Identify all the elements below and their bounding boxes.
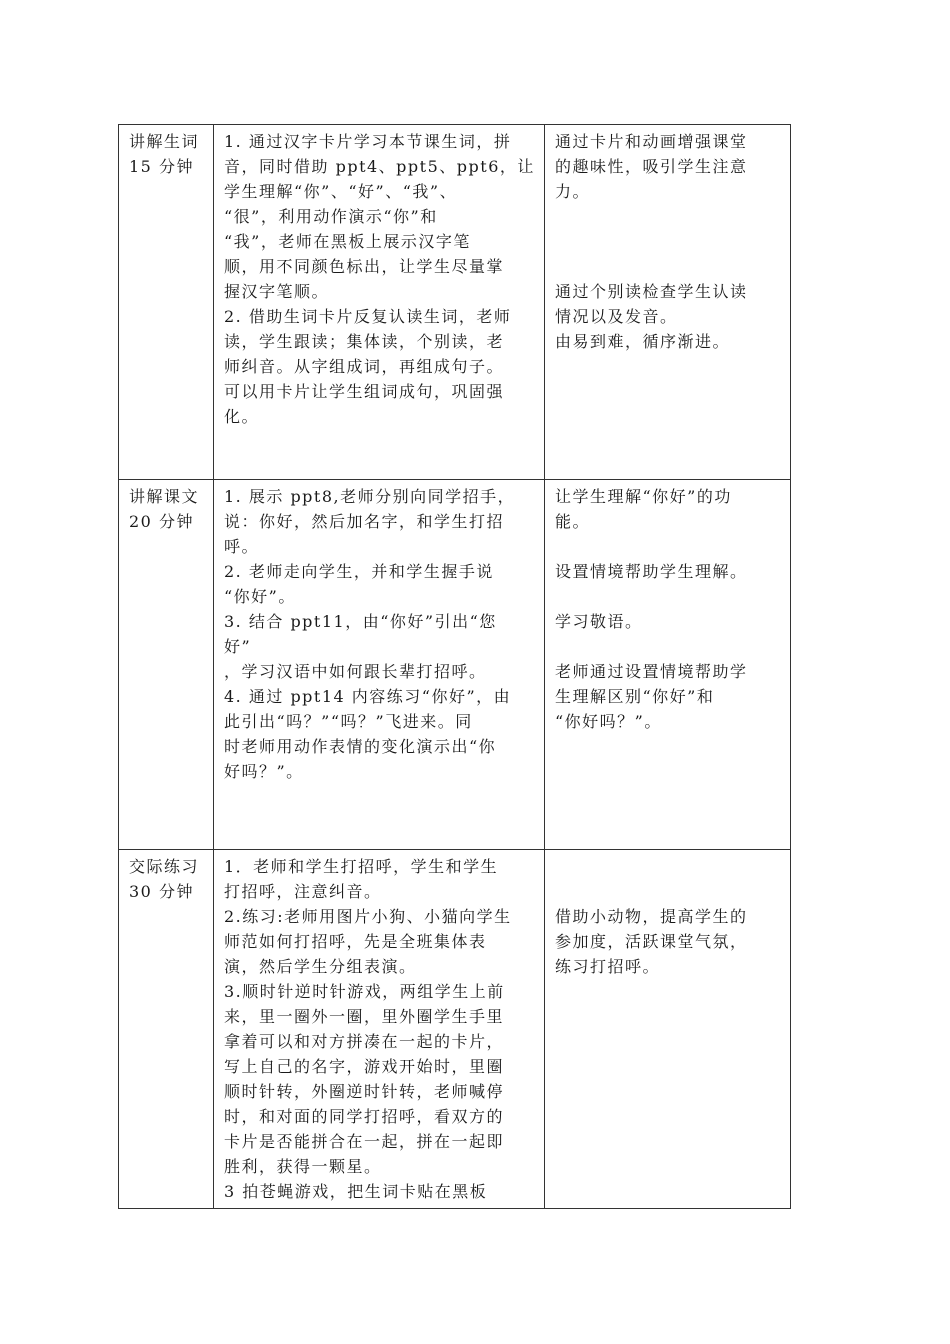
purpose-line: 能。 xyxy=(555,512,591,531)
purpose-line: 生理解区别“你好”和 xyxy=(555,687,715,706)
purpose-line: 学习敬语。 xyxy=(555,612,643,631)
segment-duration: 15 分钟 xyxy=(129,157,194,176)
purpose-line: 练习打招呼。 xyxy=(555,957,661,976)
purpose-line: 情况以及发音。 xyxy=(555,307,678,326)
spacer xyxy=(555,634,782,659)
table-row xyxy=(119,850,791,1209)
purpose-line: 力。 xyxy=(555,182,591,201)
activity-line: 1. 展示 ppt8,老师分别向同学招手， xyxy=(224,487,516,506)
activity-line: 写上自己的名字，游戏开始时，里圈 xyxy=(224,1057,505,1076)
activity-line: 此引出“吗？”“吗？”飞进来。同 xyxy=(224,712,473,731)
activity-line: 可以用卡片让学生组词成句，巩固强 xyxy=(224,382,505,401)
purpose-line: 参加度，活跃课堂气氛， xyxy=(555,932,748,951)
activity-line: 学生理解“你”、“好”、“我”、 xyxy=(224,182,458,201)
activity-line: 音，同时借助 ppt4、ppt5、ppt6，让 xyxy=(224,157,535,176)
activity-line: “你好”。 xyxy=(224,587,296,606)
activity-line: 1．老师和学生打招呼，学生和学生 xyxy=(224,857,499,876)
segment-cell xyxy=(119,125,214,480)
activity-line: 2. 老师走向学生，并和学生握手说 xyxy=(224,562,494,581)
segment-cell xyxy=(119,850,214,1209)
purpose-cell xyxy=(545,480,791,850)
activity-line: 读，学生跟读；集体读，个别读，老 xyxy=(224,332,505,351)
activity-line: 顺，用不同颜色标出，让学生尽量掌 xyxy=(224,257,505,276)
activity-line: 时，和对面的同学打招呼，看双方的 xyxy=(224,1107,505,1126)
activity-line: 2.练习:老师用图片小狗、小猫向学生 xyxy=(224,907,512,926)
activity-line: 演，然后学生分组表演。 xyxy=(224,957,417,976)
activity-line: 师纠音。从字组成词，再组成句子。 xyxy=(224,357,505,376)
spacer xyxy=(555,584,782,609)
activity-line: 握汉字笔顺。 xyxy=(224,282,330,301)
activity-cell xyxy=(214,850,545,1209)
activity-line: 4. 通过 ppt14 内容练习“你好”，由 xyxy=(224,687,512,706)
spacer xyxy=(555,534,782,559)
segment-title: 讲解课文 xyxy=(129,487,200,506)
activity-line: ，学习汉语中如何跟长辈打招呼。 xyxy=(224,662,487,681)
activity-line: 呼。 xyxy=(224,537,260,556)
activity-line: 顺时针转，外圈逆时针转，老师喊停 xyxy=(224,1082,505,1101)
purpose-line: 设置情境帮助学生理解。 xyxy=(555,562,748,581)
purpose-line: 借助小动物，提高学生的 xyxy=(555,907,748,926)
table-row xyxy=(119,480,791,850)
activity-line: 3 拍苍蝇游戏，把生词卡贴在黑板 xyxy=(224,1182,488,1201)
activity-line: 拿着可以和对方拼凑在一起的卡片， xyxy=(224,1032,505,1051)
purpose-line: 的趣味性，吸引学生注意 xyxy=(555,157,748,176)
segment-duration: 30 分钟 xyxy=(129,882,194,901)
activity-line: 说：你好，然后加名字，和学生打招 xyxy=(224,512,505,531)
activity-line: 3. 结合 ppt11，由“你好”引出“您 xyxy=(224,612,497,631)
activity-line: 卡片是否能拼合在一起，拼在一起即 xyxy=(224,1132,505,1151)
segment-title: 讲解生词 xyxy=(129,132,200,151)
activity-line: 胜利，获得一颗星。 xyxy=(224,1157,382,1176)
activity-line: 时老师用动作表情的变化演示出“你 xyxy=(224,737,497,756)
activity-line: “很”，利用动作演示“你”和 xyxy=(224,207,438,226)
purpose-line: 老师通过设置情境帮助学 xyxy=(555,662,748,681)
lesson-plan-table xyxy=(118,124,791,1209)
activity-line: 好吗？”。 xyxy=(224,762,304,781)
activity-cell xyxy=(214,125,545,480)
segment-cell xyxy=(119,480,214,850)
purpose-line: 通过卡片和动画增强课堂 xyxy=(555,132,748,151)
activity-line: 好” xyxy=(224,637,252,656)
activity-line: 化。 xyxy=(224,407,260,426)
segment-duration: 20 分钟 xyxy=(129,512,194,531)
purpose-cell xyxy=(545,125,791,480)
purpose-line: 让学生理解“你好”的功 xyxy=(555,487,732,506)
segment-title: 交际练习 xyxy=(129,857,200,876)
table-row xyxy=(119,125,791,480)
purpose-line: “你好吗？”。 xyxy=(555,712,662,731)
purpose-line: 通过个别读检查学生认读 xyxy=(555,282,748,301)
spacer xyxy=(555,854,782,904)
activity-line: “我”，老师在黑板上展示汉字笔 xyxy=(224,232,471,251)
activity-line: 2. 借助生词卡片反复认读生词，老师 xyxy=(224,307,512,326)
purpose-line: 由易到难，循序渐进。 xyxy=(555,332,731,351)
purpose-cell xyxy=(545,850,791,1209)
activity-line: 打招呼，注意纠音。 xyxy=(224,882,382,901)
activity-line: 来，里一圈外一圈，里外圈学生手里 xyxy=(224,1007,505,1026)
activity-line: 1. 通过汉字卡片学习本节课生词，拼 xyxy=(224,132,512,151)
spacer xyxy=(555,204,782,279)
activity-line: 师范如何打招呼，先是全班集体表 xyxy=(224,932,487,951)
activity-cell xyxy=(214,480,545,850)
activity-line: 3.顺时针逆时针游戏，两组学生上前 xyxy=(224,982,505,1001)
